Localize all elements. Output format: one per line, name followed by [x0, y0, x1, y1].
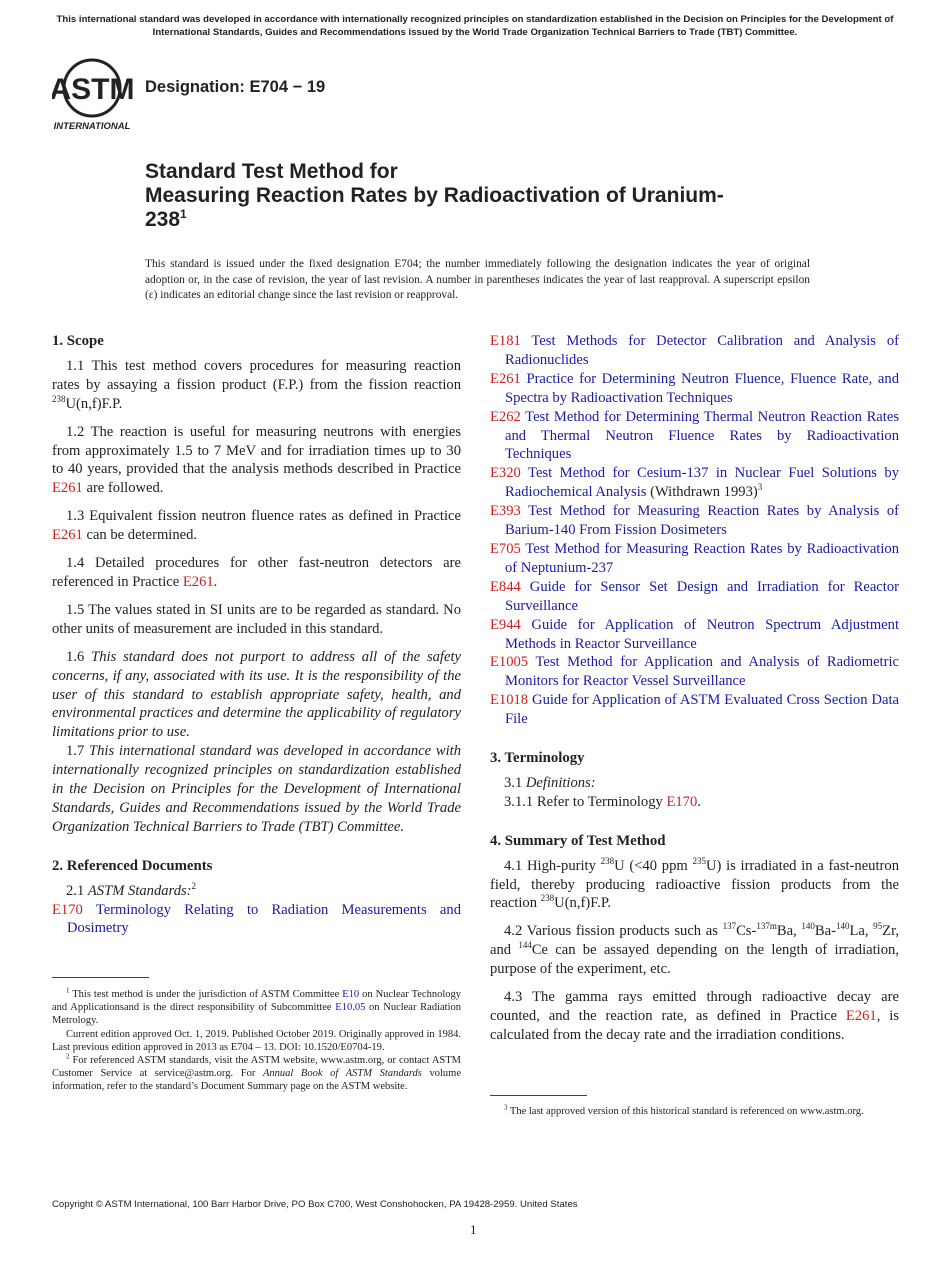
paragraph-4-3: 4.3 The gamma rays emitted through radioactive decay are counted, and the reaction rate, as defined in Practice E261, is calculated from the decay rate and the irradiation conditions. [490, 989, 899, 1043]
reference-title[interactable]: Test Method for Measuring Reaction Rates by Radioactivation of Neptunium-237 [505, 540, 899, 576]
reference-item[interactable] [490, 653, 899, 691]
title-line-1: Standard Test Method for [145, 160, 398, 183]
right-column [490, 332, 899, 1045]
issue-note: This standard is issued under the fixed designation E704; the number immediately following the designation indicates the year of original adoption or, in the case of revision, the year of last revision. A number in parentheses indicates the year of last reapproval. A superscript epsilon (ε) indicates an editorial change since the last revision or reapproval. [145, 258, 810, 301]
reference-title[interactable]: Terminology Relating to Radiation Measurements and Dosimetry [67, 901, 461, 937]
reference-item[interactable] [490, 691, 899, 729]
section-3-heading: 3. Terminology [490, 750, 585, 767]
reference-title[interactable]: Test Method for Cesium-137 in Nuclear Fuel Solutions by Radiochemical Analysis [505, 465, 900, 501]
reference-code[interactable]: E1018 [490, 692, 529, 709]
paragraph-1-7: 1.7 This international standard was developed in accordance with internationally recognized principles on standardization established in the Decision on Principles for the Development of International Standards, Guides and Recommendations issued by the World Trade Organization Technical Barriers to Trade (TBT) Committee. [52, 743, 462, 835]
footnote-3: $^3$ The last approved version of this historical standard is referenced on www.astm.org. [504, 1103, 864, 1117]
paragraph-1-2: 1.2 The reaction is useful for measuring neutrons with energies from approximately 1.5 to 7 MeV and for irradiation times up to 30 to 40 years, provided that the analysis methods described in Practice E261 are followed. [52, 423, 461, 497]
left-column [52, 332, 461, 938]
reference-code[interactable]: E844 [490, 578, 521, 595]
reference-title[interactable]: Practice for Determining Neutron Fluence, Fluence Rate, and Spectra by Radioactivation Techniques [505, 370, 899, 406]
astm-logo [52, 56, 138, 132]
reference-title[interactable]: Test Method for Application and Analysis of Radiometric Monitors for Reactor Vessel Surveillance [505, 654, 899, 690]
reference-item[interactable] [490, 616, 899, 654]
reference-item[interactable] [490, 332, 899, 370]
title-line-3: $238^1$ [145, 207, 187, 231]
paragraph-3-1: 3.1 Definitions: [504, 774, 596, 791]
footnote-3-mark[interactable]: 3 [757, 482, 763, 493]
reference-code[interactable]: E181 [490, 333, 521, 349]
paragraph-1-6: 1.6 This standard does not purport to address all of the safety concerns, if any, associated with its use. It is the responsibility of the user of this standard to establish appropriate safety, health, and environmental practices and determine the applicability of regulatory limitations prior to use. [52, 648, 461, 741]
reference-title[interactable]: Test Method for Measuring Reaction Rates by Analysis of Barium-140 From Fission Dosimeters [505, 503, 899, 539]
reference-code[interactable]: E944 [490, 616, 521, 633]
link-e261[interactable]: E261 [52, 527, 83, 544]
header-disclaimer: This international standard was developed in accordance with internationally recognized principles on standardization established in the Decision on Principles for the Development of International Standards, Guides and Recommendations issued by the World Trade Organization Technical Barriers to Trade (TBT) Committee. [56, 14, 894, 38]
page-number: 1 [470, 1222, 477, 1237]
link-e10-05[interactable]: E10.05 [335, 1002, 366, 1014]
footnote-1: $^1$ This test method is under the jurisdiction of ASTM Committee E10 on Nuclear Technology and Applicationsand is the direct responsibility of Subcommittee E10.05 on Nuclear Radiation Metrology. [52, 986, 461, 1027]
astm-standards-label: 2.1 ASTM Standards:$^2$ [66, 880, 197, 899]
paragraph-1-4: 1.4 Detailed procedures for other fast-neutron detectors are referenced in Practice E261. [52, 555, 461, 590]
footnote-divider [52, 977, 149, 978]
paragraph-4-2: 4.2 Various fission products such as $^{137}$Cs-$^{137m}$Ba, $^{140}$Ba-$^{140}$La, $^{95}$Zr, and $^{144}$Ce can be assayed depending on the length of irradiation, purpose of the experiment, etc. [490, 921, 899, 978]
reference-withdrawn-note: (Withdrawn 1993) [646, 484, 758, 501]
logo-letters: ASTM [52, 73, 135, 106]
reference-code[interactable]: E705 [490, 540, 521, 557]
paragraph-3-1-1: 3.1.1 Refer to Terminology E170. [504, 793, 701, 810]
footnotes-left [52, 988, 461, 1094]
footnote-1-edition: Current edition approved Oct. 1, 2019. Published October 2019. Originally approved in 1984. Last previous edition approved in 2013 as E704 – 13. DOI: 10.1520/E0704-19. [52, 1028, 461, 1053]
logo-international-text: INTERNATIONAL [53, 121, 131, 132]
title-line-2: Measuring Reaction Rates by Radioactivation of Uranium- [145, 184, 724, 207]
paragraph-1-3: 1.3 Equivalent fission neutron fluence rates as defined in Practice E261 can be determined. [52, 508, 461, 544]
document-title [145, 160, 845, 232]
reference-item[interactable] [490, 578, 899, 616]
reference-code[interactable]: E170 [52, 901, 83, 918]
reference-code[interactable]: E262 [490, 408, 521, 425]
reference-code[interactable]: E320 [490, 465, 521, 482]
reference-title[interactable]: Guide for Application of ASTM Evaluated Cross Section Data File [505, 692, 899, 728]
section-1-heading: 1. Scope [52, 333, 104, 349]
paragraph-1-5: 1.5 The values stated in SI units are to be regarded as standard. No other units of measurement are included in this standard. [52, 601, 461, 637]
section-4-heading: 4. Summary of Test Method [490, 832, 666, 849]
paragraph-1-1: 1.1 This test method covers procedures for measuring reaction rates by assaying a fission product (F.P.) from the fission reaction $^{238}$U(n,f)F.P. [52, 357, 461, 412]
reference-item[interactable] [490, 408, 899, 465]
reference-item[interactable] [52, 901, 461, 939]
reference-title[interactable]: Test Method for Determining Thermal Neutron Reaction Rates and Thermal Neutron Fluence Rates by Radioactivation Techniques [505, 408, 900, 463]
reference-title[interactable]: Guide for Sensor Set Design and Irradiation for Reactor Surveillance [505, 578, 899, 614]
paragraph-4-1: 4.1 High-purity $^{238}$U (<40 ppm $^{235}$U) is irradiated in a fast-neutron field, thereby producing radioactive fission products from the reaction $^{238}$U(n,f)F.P. [490, 855, 899, 912]
reference-code[interactable]: E1005 [490, 654, 529, 671]
astm-logo-icon [52, 56, 138, 132]
reference-title[interactable]: Test Methods for Detector Calibration and Analysis of Radionuclides [505, 333, 899, 368]
designation: Designation: E704 − 19 [145, 78, 326, 96]
section-2-heading: 2. Referenced Documents [52, 857, 213, 874]
reference-item[interactable] [490, 464, 899, 502]
link-e261[interactable]: E261 [845, 1008, 877, 1024]
footnote-2: $^2$ For referenced ASTM standards, visit the ASTM website, www.astm.org, or contact ASTM Customer Service at service@astm.org. For Annual Book of ASTM Standards volume information, refer to the standard’s Document Summary page on the ASTM website. [52, 1052, 461, 1093]
footnote-divider [490, 1095, 587, 1096]
reference-code[interactable]: E261 [490, 370, 521, 387]
link-e261[interactable]: E261 [52, 480, 83, 497]
reference-title[interactable]: Guide for Application of Neutron Spectrum Adjustment Methods in Reactor Surveillance [505, 616, 899, 652]
footnotes-right [490, 1105, 899, 1118]
link-e261[interactable]: E261 [182, 573, 214, 590]
reference-item[interactable] [490, 540, 899, 578]
title-footnote-mark[interactable]: 1 [180, 207, 187, 221]
reference-item[interactable] [490, 370, 899, 408]
reference-code[interactable]: E393 [490, 503, 521, 520]
link-e170[interactable]: E170 [666, 793, 698, 810]
copyright-footer: Copyright © ASTM International, 100 Barr Harbor Drive, PO Box C700, West Conshohocken, PA 19428-2959. United States [52, 1199, 578, 1210]
link-e10[interactable]: E10 [342, 989, 360, 1000]
reference-item[interactable] [490, 502, 899, 540]
